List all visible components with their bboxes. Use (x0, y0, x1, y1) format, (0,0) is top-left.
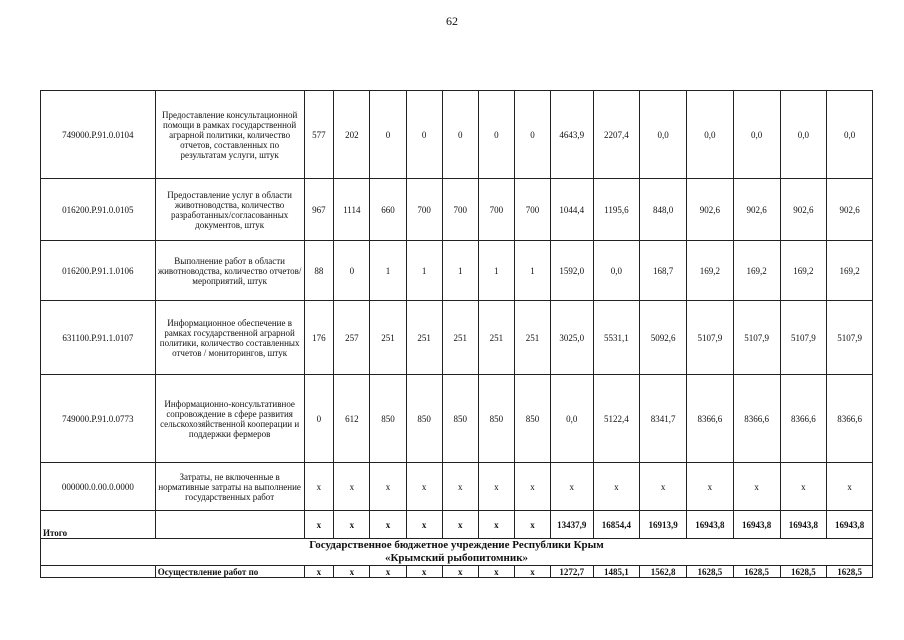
value-cell: 5107,9 (780, 301, 827, 375)
total-row (41, 511, 873, 539)
value-cell: x (478, 566, 514, 578)
value-cell: x (478, 463, 514, 511)
value-cell: 1272,7 (551, 566, 594, 578)
value-cell: 850 (370, 375, 406, 463)
value-cell: 1628,5 (827, 566, 873, 578)
org-heading (41, 539, 873, 566)
value-cell: 8366,6 (733, 375, 780, 463)
total-value-cell: 16913,9 (640, 511, 687, 539)
value-cell: x (370, 566, 406, 578)
value-cell: 1 (478, 241, 514, 301)
value-cell: 169,2 (733, 241, 780, 301)
row-code: 749000.Р.91.0.0773 (41, 375, 156, 463)
value-cell: 850 (442, 375, 478, 463)
value-cell: 176 (304, 301, 334, 375)
value-cell: 0 (304, 375, 334, 463)
value-cell: 251 (442, 301, 478, 375)
table-row (41, 566, 873, 578)
value-cell: 577 (304, 91, 334, 179)
value-cell: 0 (370, 91, 406, 179)
row-code: 749000.Р.91.0.0104 (41, 91, 156, 179)
value-cell: 848,0 (640, 179, 687, 241)
value-cell: 1562,8 (640, 566, 687, 578)
value-cell: 1 (514, 241, 550, 301)
budget-table (40, 90, 873, 578)
value-cell: 612 (334, 375, 370, 463)
value-cell: x (551, 463, 594, 511)
value-cell: x (406, 566, 442, 578)
value-cell: 0,0 (640, 91, 687, 179)
total-value-cell: x (304, 511, 334, 539)
table-row (41, 179, 873, 241)
table-row (41, 241, 873, 301)
value-cell: 8341,7 (640, 375, 687, 463)
value-cell: 169,2 (780, 241, 827, 301)
total-empty-cell (155, 511, 304, 539)
value-cell: 8366,6 (687, 375, 734, 463)
value-cell: 3025,0 (551, 301, 594, 375)
value-cell: 251 (478, 301, 514, 375)
value-cell: x (304, 566, 334, 578)
table-body (41, 91, 873, 578)
value-cell: 8366,6 (827, 375, 873, 463)
total-value-cell: x (370, 511, 406, 539)
row-description: Затраты, не включенные в нормативные затраты на выполнение государственных работ (155, 463, 304, 511)
value-cell: 0 (334, 241, 370, 301)
row-description: Осуществление работ по (155, 566, 304, 578)
row-code (41, 566, 156, 578)
value-cell: x (334, 463, 370, 511)
value-cell: x (687, 463, 734, 511)
value-cell: 902,6 (733, 179, 780, 241)
value-cell: 5531,1 (593, 301, 640, 375)
row-code: 016200.Р.91.0.0105 (41, 179, 156, 241)
value-cell: 700 (406, 179, 442, 241)
value-cell: 700 (442, 179, 478, 241)
value-cell: 0,0 (733, 91, 780, 179)
org-heading-row (41, 539, 873, 566)
value-cell: 5092,6 (640, 301, 687, 375)
value-cell: x (442, 566, 478, 578)
value-cell: 1628,5 (687, 566, 734, 578)
value-cell: 257 (334, 301, 370, 375)
total-value-cell: x (442, 511, 478, 539)
table-row (41, 91, 873, 179)
value-cell: 967 (304, 179, 334, 241)
table-row (41, 375, 873, 463)
value-cell: x (827, 463, 873, 511)
value-cell: x (442, 463, 478, 511)
value-cell: 1628,5 (733, 566, 780, 578)
value-cell: 1 (442, 241, 478, 301)
value-cell: x (514, 463, 550, 511)
table-row (41, 301, 873, 375)
value-cell: 5107,9 (827, 301, 873, 375)
value-cell: 88 (304, 241, 334, 301)
value-cell: 0,0 (827, 91, 873, 179)
value-cell: 5107,9 (687, 301, 734, 375)
total-value-cell: 16943,8 (687, 511, 734, 539)
total-value-cell: x (514, 511, 550, 539)
value-cell: 850 (514, 375, 550, 463)
row-description: Выполнение работ в области животноводства, количество отчетов/мероприятий, штук (155, 241, 304, 301)
value-cell: 1 (406, 241, 442, 301)
value-cell: x (593, 463, 640, 511)
value-cell: 168,7 (640, 241, 687, 301)
value-cell: 0 (442, 91, 478, 179)
row-code: 016200.Р.91.1.0106 (41, 241, 156, 301)
total-value-cell: 16943,8 (780, 511, 827, 539)
value-cell: 1485,1 (593, 566, 640, 578)
total-value-cell: 16943,8 (827, 511, 873, 539)
total-value-cell: 16943,8 (733, 511, 780, 539)
total-value-cell: 13437,9 (551, 511, 594, 539)
value-cell: 8366,6 (780, 375, 827, 463)
total-value-cell: x (406, 511, 442, 539)
value-cell: x (733, 463, 780, 511)
value-cell: 1114 (334, 179, 370, 241)
table-row (41, 463, 873, 511)
value-cell: 1044,4 (551, 179, 594, 241)
row-code: 631100.Р.91.1.0107 (41, 301, 156, 375)
total-value-cell: x (334, 511, 370, 539)
row-description: Информационно-консультативное сопровождение в сфере развития сельскохозяйственной кооперации и поддержки фермеров (155, 375, 304, 463)
value-cell: 0,0 (551, 375, 594, 463)
value-cell: 202 (334, 91, 370, 179)
value-cell: 0,0 (593, 241, 640, 301)
value-cell: 902,6 (827, 179, 873, 241)
value-cell: 251 (514, 301, 550, 375)
value-cell: 0 (514, 91, 550, 179)
value-cell: 169,2 (687, 241, 734, 301)
value-cell: 850 (478, 375, 514, 463)
value-cell: 660 (370, 179, 406, 241)
total-label: Итого (41, 511, 156, 539)
value-cell: 4643,9 (551, 91, 594, 179)
value-cell: 1195,6 (593, 179, 640, 241)
value-cell: x (780, 463, 827, 511)
value-cell: x (304, 463, 334, 511)
value-cell: 5107,9 (733, 301, 780, 375)
row-description: Информационное обеспечение в рамках государственной аграрной политики, количество составленных отчетов / мониторингов, штук (155, 301, 304, 375)
value-cell: 0,0 (687, 91, 734, 179)
value-cell: 902,6 (780, 179, 827, 241)
total-value-cell: 16854,4 (593, 511, 640, 539)
org-name-line1: Государственное бюджетное учреждение Республики Крым (309, 539, 604, 551)
value-cell: x (370, 463, 406, 511)
value-cell: 0,0 (780, 91, 827, 179)
value-cell: 5122,4 (593, 375, 640, 463)
value-cell: 0 (406, 91, 442, 179)
row-description: Предоставление консультационной помощи в рамках государственной аграрной политики, количество отчетов, составленных по результатам услуги, штук (155, 91, 304, 179)
value-cell: 0 (478, 91, 514, 179)
page-number: 62 (446, 14, 458, 28)
value-cell: 251 (406, 301, 442, 375)
value-cell: x (640, 463, 687, 511)
value-cell: x (334, 566, 370, 578)
value-cell: x (406, 463, 442, 511)
row-code: 000000.0.00.0.0000 (41, 463, 156, 511)
value-cell: 700 (478, 179, 514, 241)
value-cell: 169,2 (827, 241, 873, 301)
value-cell: x (514, 566, 550, 578)
value-cell: 1592,0 (551, 241, 594, 301)
org-name-line2: «Крымский рыбопитомник» (384, 552, 529, 564)
value-cell: 251 (370, 301, 406, 375)
value-cell: 700 (514, 179, 550, 241)
value-cell: 2207,4 (593, 91, 640, 179)
value-cell: 1 (370, 241, 406, 301)
value-cell: 902,6 (687, 179, 734, 241)
value-cell: 1628,5 (780, 566, 827, 578)
value-cell: 850 (406, 375, 442, 463)
row-description: Предоставление услуг в области животноводства, количество разработанных/согласованных документов, штук (155, 179, 304, 241)
total-value-cell: x (478, 511, 514, 539)
